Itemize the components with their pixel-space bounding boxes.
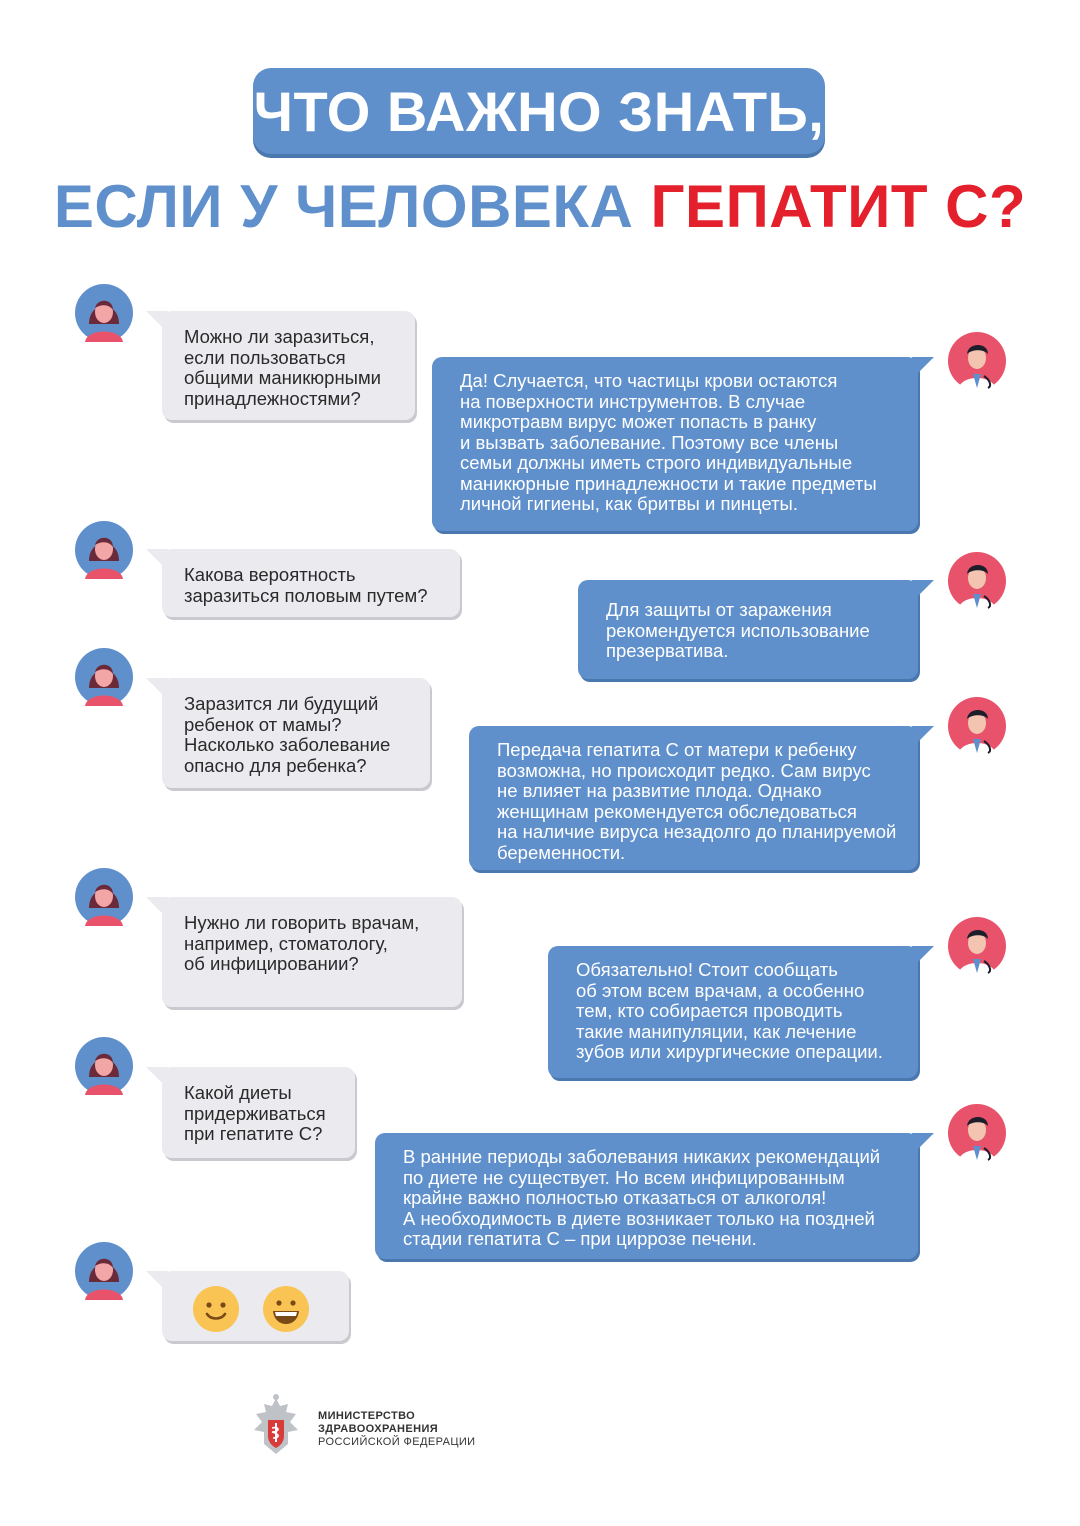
- woman-avatar-icon: [75, 1037, 133, 1095]
- woman-avatar-icon: [75, 284, 133, 342]
- woman-avatar-icon: [75, 648, 133, 706]
- question-bubble-2: [162, 549, 460, 617]
- answer-text: Для защиты от заражения рекомендуется использование презерватива.: [606, 599, 870, 661]
- answer-text: В ранние периоды заболевания никаких рекомендаций по диете не существует. Но всем инфицированным крайне важно полностью отказаться от алкоголя! А необходимость в диете возникает только на поздней стадии гепатита С – при циррозе печени.: [403, 1146, 881, 1249]
- question-text: Какова вероятность заразиться половым путем?: [184, 564, 428, 606]
- question-bubble-4: [162, 897, 462, 1007]
- woman-avatar-icon: [75, 1242, 133, 1300]
- doctor-avatar-icon: [948, 917, 1006, 975]
- answer-text: Передача гепатита С от матери к ребенку возможна, но происходит редко. Сам вирус не влияет на развитие плода. Однако женщинам рекомендуется обследоваться на наличие вируса незадолго до планируемой беременности.: [497, 739, 897, 863]
- woman-avatar-icon: [75, 868, 133, 926]
- answer-bubble-2: [578, 580, 918, 679]
- ministry-line-3: РОССИЙСКОЙ ФЕДЕРАЦИИ: [318, 1436, 476, 1448]
- question-text: Какой диеты придерживаться при гепатите С?: [184, 1082, 326, 1144]
- answer-bubble-5: [375, 1133, 918, 1259]
- answer-bubble-4: [548, 946, 918, 1078]
- subtitle-main: ЕСЛИ У ЧЕЛОВЕКА: [53, 173, 651, 240]
- doctor-avatar-icon: [948, 1104, 1006, 1162]
- question-text: Заразится ли будущий ребенок от мамы? Насколько заболевание опасно для ребенка?: [184, 693, 391, 776]
- answer-text: Обязательно! Стоит сообщать об этом всем врачам, а особенно тем, кто собирается проводить такие манипуляции, как лечение зубов или хирургические операции.: [576, 959, 883, 1062]
- doctor-avatar-icon: [948, 697, 1006, 755]
- question-bubble-1: [162, 311, 415, 420]
- ministry-name: [318, 1410, 475, 1449]
- answer-bubble-1: [432, 357, 918, 531]
- doctor-avatar-icon: [948, 332, 1006, 390]
- answer-bubble-3: [469, 726, 918, 870]
- question-bubble-3: [162, 678, 430, 788]
- doctor-avatar-icon: [948, 552, 1006, 610]
- question-bubble-5: [162, 1067, 355, 1158]
- ministry-line-2: ЗДРАВООХРАНЕНИЯ: [318, 1423, 439, 1435]
- answer-text: Да! Случается, что частицы крови остаются на поверхности инструментов. В случае микротравм вирус может попасть в ранку и вызвать заболевание. Поэтому все члены семьи должны иметь строго индивидуальные маникюрные принадлежности и такие предметы личной гигиены, как бритвы и пинцеты.: [460, 370, 877, 514]
- question-text: Можно ли заразиться, если пользоваться общими маникюрными принадлежностями?: [184, 326, 382, 409]
- page-title: ЧТО ВАЖНО ЗНАТЬ,: [253, 68, 825, 154]
- grinning-face-icon: [262, 1285, 310, 1333]
- ministry-emblem-icon: [246, 1392, 306, 1458]
- ministry-line-1: МИНИСТЕРСТВО: [318, 1410, 416, 1422]
- smiling-face-icon: [192, 1285, 240, 1333]
- question-text: Нужно ли говорить врачам, например, стоматологу, об инфицировании?: [184, 912, 420, 974]
- page-subtitle: [0, 172, 1080, 241]
- subtitle-accent: ГЕПАТИТ С?: [650, 173, 1027, 240]
- woman-avatar-icon: [75, 521, 133, 579]
- emoji-bubble: [162, 1271, 349, 1341]
